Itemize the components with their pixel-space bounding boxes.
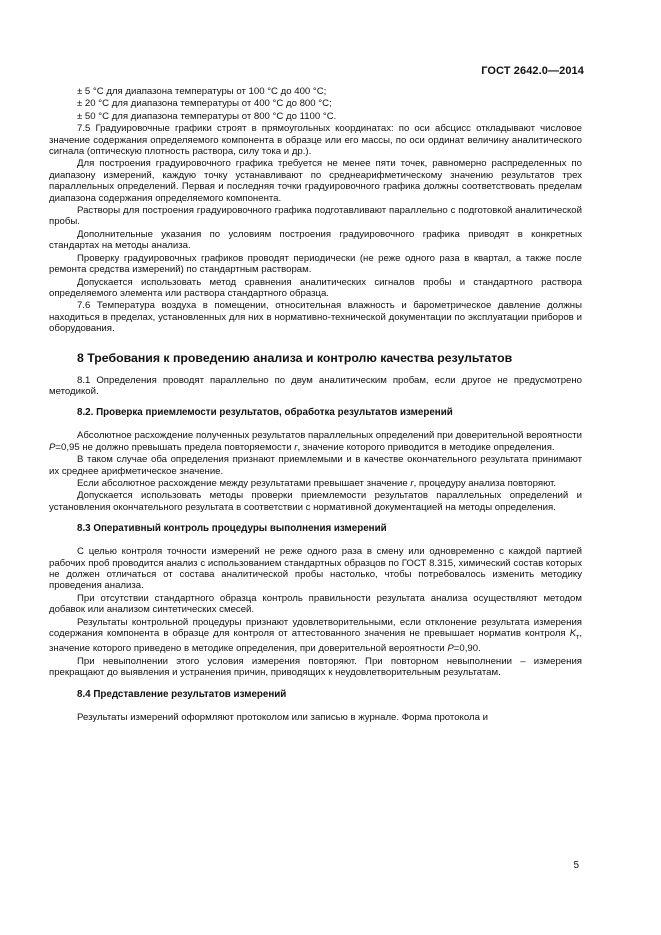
page-content — [49, 86, 582, 723]
paragraph-additional-instructions: Дополнительные указания по условиям построения градуировочного графика приводят в конкретных стандартах на методы анализа. — [49, 228, 582, 252]
paragraph-8-1: 8.1 Определения проводят параллельно по двум аналитическим пробам, если другое не предусмотрено методикой. — [49, 374, 582, 397]
paragraph-8-3-control: С целью контроля точности измерений не реже одного раза в смену или одновременно с каждой партией рабочих проб проводится анализ с использованием стандартных образцов по ГОСТ 8.315, химический состав которых не должен отличаться от состава аналитической пробы настолько, чтобы потребовалось изменить методику проведения анализа. — [49, 546, 582, 592]
paragraph-8-3-repeat: При невыполнении этого условия измерения повторяют. При повторном невыполнении – измерения прекращают до выявления и устранения причин, приводящих к неудовлетворительным результатам. — [49, 655, 582, 679]
paragraph-8-4-report: Результаты измерений оформляют протоколом или записью в журнале. Форма протокола и — [77, 711, 488, 723]
paragraph-temp-tolerance-3: ± 50 °С для диапазона температуры от 800 °С до 1100 °С. — [77, 110, 337, 122]
standard-code-header: ГОСТ 2642.0—2014 — [481, 65, 584, 77]
section-8-3-heading: 8.3 Оперативный контроль процедуры выполнения измерений — [77, 523, 387, 535]
paragraph-temp-tolerance-2: ± 20 °С для диапазона температуры от 400 °С до 800 °С; — [77, 98, 332, 110]
paragraph-7-5: 7.5 Градуировочные графики строят в прямоугольных координатах: по оси абсцисс откладывают числовое значение содержания определяемого компонента в образце или его массы, по оси ординат величину аналитического сигнала (оптическую плотность раствора, силу тока и др.). — [49, 123, 582, 158]
paragraph-8-2-discrepancy: Абсолютное расхождение полученных результатов параллельных определений при доверительной вероятности P=0,95 не должно превышать предела повторяемости r, значение которого приводится в методике определения. — [49, 430, 582, 453]
paragraph-8-2-exceeds: Если абсолютное расхождение между результатами превышает значение r, процедуру анализа повторяют. — [77, 477, 557, 489]
paragraph-8-3-no-standard: При отсутствии стандартного образца контроль правильности результата анализа осуществляют методом добавок или анализом синтетических смесей. — [49, 592, 582, 616]
paragraph-8-2-methods: Допускается использовать методы проверки приемлемости результатов параллельных определений и установления окончательного результата в соответствии с нормативной документацией на методы определения. — [49, 490, 582, 513]
paragraph-calibration-points: Для построения градуировочного графика требуется не менее пяти точек, равномерно распределенных по диапазону измерений, каждую точку устанавливают по среднеарифметическому значению результатов трех параллельных определений. Первая и последняя точки градуировочного графика должны соответствовать пределам диапазона содержания определяемого компонента. — [49, 158, 582, 204]
section-8-heading: 8 Требования к проведению анализа и контролю качества результатов — [77, 350, 513, 365]
section-8-2-heading: 8.2. Проверка приемлемости результатов, обработка результатов измерений — [77, 407, 453, 419]
paragraph-7-6: 7.6 Температура воздуха в помещении, относительная влажность и барометрическое давление должны находиться в пределах, установленных для них в нормативно-технической документации по эксплуатации приборов и оборудования. — [49, 300, 582, 335]
section-8-4-heading: 8.4 Представление результатов измерений — [77, 688, 287, 700]
paragraph-comparison-method: Допускается использовать метод сравнения аналитических сигналов пробы и стандартного раствора определяемого элемента или раствора стандартного образца. — [49, 276, 582, 299]
paragraph-calibration-solutions: Растворы для построения градуировочного графика подготавливают параллельно с подготовкой аналитической пробы. — [49, 205, 582, 228]
page-number: 5 — [573, 860, 579, 871]
paragraph-8-3-results: Результаты контрольной процедуры признают удовлетворительными, если отклонение результата измерения содержания компонента в образце для контроля от аттестованного значения не превышает норматив контроля $K_т$, значение которого приведено в методике определения, при доверительной вероятности P=0,90. — [49, 616, 582, 655]
paragraph-calibration-check: Проверку градуировочных графиков проводят периодически (не реже одного раза в квартал, а также после ремонта средства измерений) по стандартным растворам. — [49, 252, 582, 276]
paragraph-8-2-average: В таком случае оба определения признают приемлемыми и в качестве окончательного результата принимают их среднее арифметическое значение. — [49, 454, 582, 477]
paragraph-temp-tolerance-1: ± 5 °С для диапазона температуры от 100 °С до 400 °С; — [77, 86, 327, 97]
